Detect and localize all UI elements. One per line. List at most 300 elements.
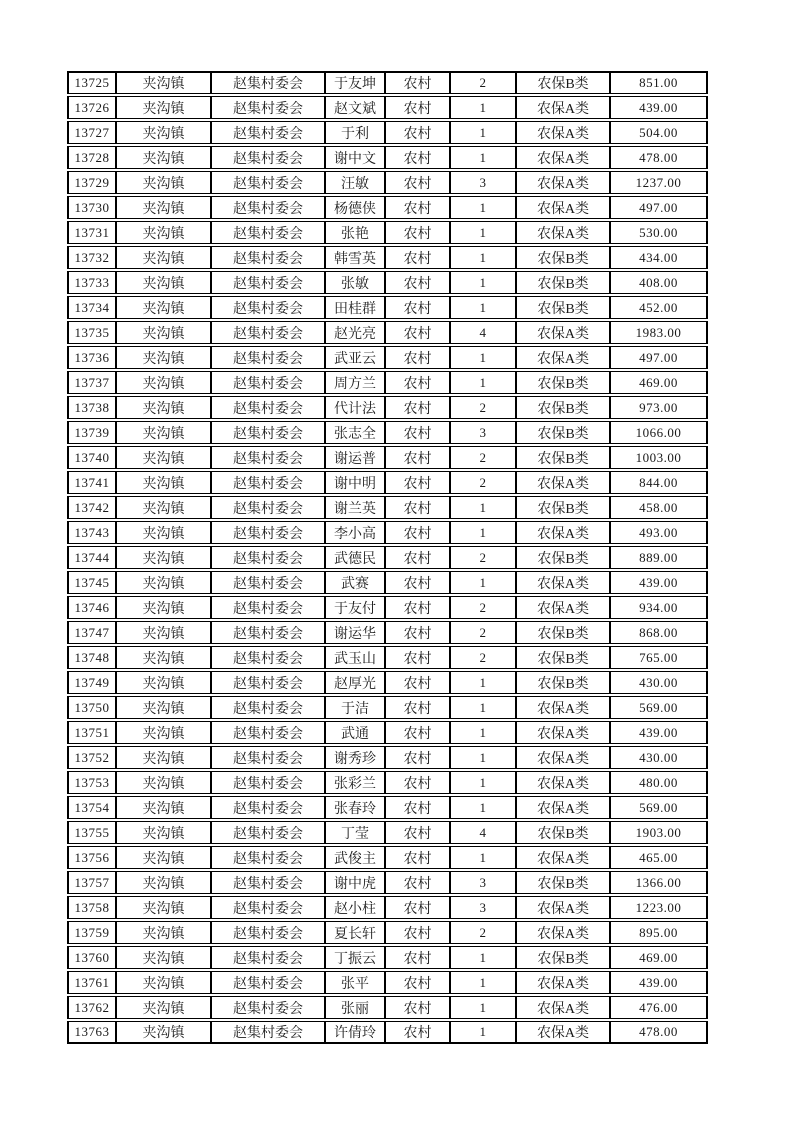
village-committee-cell: 赵集村委会 <box>211 596 325 619</box>
amount-cell: 478.00 <box>610 1021 708 1044</box>
person-count-cell: 1 <box>450 971 516 994</box>
person-name-cell: 周方兰 <box>325 371 385 394</box>
person-name-cell: 赵光亮 <box>325 321 385 344</box>
record-id-cell: 13743 <box>67 521 116 544</box>
town-cell: 夹沟镇 <box>116 546 211 569</box>
village-committee-cell: 赵集村委会 <box>211 471 325 494</box>
village-committee-cell: 赵集村委会 <box>211 521 325 544</box>
town-cell: 夹沟镇 <box>116 496 211 519</box>
insurance-type-cell: 农保A类 <box>516 846 610 869</box>
household-type-cell: 农村 <box>385 221 450 244</box>
village-committee-cell: 赵集村委会 <box>211 421 325 444</box>
household-type-cell: 农村 <box>385 321 450 344</box>
table-row <box>67 996 708 1019</box>
insurance-type-cell: 农保A类 <box>516 721 610 744</box>
insurance-type-cell: 农保A类 <box>516 96 610 119</box>
person-count-cell: 2 <box>450 596 516 619</box>
insurance-type-cell: 农保B类 <box>516 621 610 644</box>
record-id-cell: 13754 <box>67 796 116 819</box>
person-count-cell: 1 <box>450 571 516 594</box>
amount-cell: 844.00 <box>610 471 708 494</box>
village-committee-cell: 赵集村委会 <box>211 971 325 994</box>
record-id-cell: 13761 <box>67 971 116 994</box>
person-name-cell: 赵小柱 <box>325 896 385 919</box>
person-count-cell: 1 <box>450 196 516 219</box>
insurance-type-cell: 农保A类 <box>516 921 610 944</box>
person-name-cell: 田桂群 <box>325 296 385 319</box>
person-count-cell: 2 <box>450 621 516 644</box>
person-count-cell: 1 <box>450 96 516 119</box>
household-type-cell: 农村 <box>385 1021 450 1044</box>
town-cell: 夹沟镇 <box>116 246 211 269</box>
town-cell: 夹沟镇 <box>116 471 211 494</box>
person-count-cell: 1 <box>450 996 516 1019</box>
household-type-cell: 农村 <box>385 971 450 994</box>
person-name-cell: 谢中文 <box>325 146 385 169</box>
person-count-cell: 4 <box>450 821 516 844</box>
table-row <box>67 96 708 119</box>
household-type-cell: 农村 <box>385 996 450 1019</box>
table-row <box>67 871 708 894</box>
record-id-cell: 13752 <box>67 746 116 769</box>
amount-cell: 569.00 <box>610 696 708 719</box>
amount-cell: 497.00 <box>610 346 708 369</box>
village-committee-cell: 赵集村委会 <box>211 371 325 394</box>
amount-cell: 895.00 <box>610 921 708 944</box>
record-id-cell: 13748 <box>67 646 116 669</box>
town-cell: 夹沟镇 <box>116 421 211 444</box>
village-committee-cell: 赵集村委会 <box>211 896 325 919</box>
person-name-cell: 武德民 <box>325 546 385 569</box>
insurance-type-cell: 农保A类 <box>516 971 610 994</box>
town-cell: 夹沟镇 <box>116 196 211 219</box>
table-row <box>67 621 708 644</box>
insurance-type-cell: 农保A类 <box>516 121 610 144</box>
amount-cell: 1223.00 <box>610 896 708 919</box>
person-count-cell: 1 <box>450 121 516 144</box>
household-type-cell: 农村 <box>385 271 450 294</box>
town-cell: 夹沟镇 <box>116 71 211 94</box>
household-type-cell: 农村 <box>385 71 450 94</box>
insurance-type-cell: 农保B类 <box>516 296 610 319</box>
insurance-type-cell: 农保A类 <box>516 996 610 1019</box>
town-cell: 夹沟镇 <box>116 846 211 869</box>
town-cell: 夹沟镇 <box>116 996 211 1019</box>
household-type-cell: 农村 <box>385 846 450 869</box>
table-row <box>67 721 708 744</box>
person-count-cell: 1 <box>450 771 516 794</box>
village-committee-cell: 赵集村委会 <box>211 696 325 719</box>
table-row <box>67 1021 708 1044</box>
town-cell: 夹沟镇 <box>116 521 211 544</box>
table-row <box>67 971 708 994</box>
table-row <box>67 396 708 419</box>
town-cell: 夹沟镇 <box>116 621 211 644</box>
person-count-cell: 1 <box>450 521 516 544</box>
amount-cell: 480.00 <box>610 771 708 794</box>
table-row <box>67 746 708 769</box>
person-name-cell: 韩雪英 <box>325 246 385 269</box>
amount-cell: 1366.00 <box>610 871 708 894</box>
town-cell: 夹沟镇 <box>116 446 211 469</box>
insurance-type-cell: 农保A类 <box>516 471 610 494</box>
table-row <box>67 496 708 519</box>
record-id-cell: 13734 <box>67 296 116 319</box>
table-row <box>67 346 708 369</box>
village-committee-cell: 赵集村委会 <box>211 171 325 194</box>
table-row <box>67 846 708 869</box>
insurance-type-cell: 农保B类 <box>516 371 610 394</box>
insurance-type-cell: 农保A类 <box>516 796 610 819</box>
town-cell: 夹沟镇 <box>116 321 211 344</box>
town-cell: 夹沟镇 <box>116 346 211 369</box>
village-committee-cell: 赵集村委会 <box>211 821 325 844</box>
record-id-cell: 13756 <box>67 846 116 869</box>
town-cell: 夹沟镇 <box>116 821 211 844</box>
village-committee-cell: 赵集村委会 <box>211 246 325 269</box>
person-count-cell: 3 <box>450 896 516 919</box>
amount-cell: 1237.00 <box>610 171 708 194</box>
table-row <box>67 921 708 944</box>
amount-cell: 430.00 <box>610 746 708 769</box>
person-count-cell: 3 <box>450 421 516 444</box>
person-name-cell: 汪敏 <box>325 171 385 194</box>
amount-cell: 1983.00 <box>610 321 708 344</box>
village-committee-cell: 赵集村委会 <box>211 796 325 819</box>
amount-cell: 439.00 <box>610 971 708 994</box>
village-committee-cell: 赵集村委会 <box>211 621 325 644</box>
record-id-cell: 13742 <box>67 496 116 519</box>
insurance-type-cell: 农保B类 <box>516 496 610 519</box>
table-row <box>67 446 708 469</box>
person-name-cell: 许倩玲 <box>325 1021 385 1044</box>
household-type-cell: 农村 <box>385 246 450 269</box>
town-cell: 夹沟镇 <box>116 296 211 319</box>
person-count-cell: 4 <box>450 321 516 344</box>
insurance-type-cell: 农保B类 <box>516 421 610 444</box>
household-type-cell: 农村 <box>385 896 450 919</box>
town-cell: 夹沟镇 <box>116 146 211 169</box>
person-count-cell: 2 <box>450 921 516 944</box>
person-name-cell: 张敏 <box>325 271 385 294</box>
person-name-cell: 谢运华 <box>325 621 385 644</box>
amount-cell: 469.00 <box>610 946 708 969</box>
amount-cell: 1903.00 <box>610 821 708 844</box>
insurance-type-cell: 农保A类 <box>516 521 610 544</box>
record-id-cell: 13746 <box>67 596 116 619</box>
table-row <box>67 296 708 319</box>
insurance-type-cell: 农保B类 <box>516 546 610 569</box>
person-count-cell: 1 <box>450 846 516 869</box>
table-row <box>67 671 708 694</box>
record-id-cell: 13729 <box>67 171 116 194</box>
town-cell: 夹沟镇 <box>116 121 211 144</box>
insurance-type-cell: 农保B类 <box>516 396 610 419</box>
table-row <box>67 271 708 294</box>
person-count-cell: 2 <box>450 646 516 669</box>
village-committee-cell: 赵集村委会 <box>211 721 325 744</box>
person-count-cell: 1 <box>450 796 516 819</box>
person-count-cell: 2 <box>450 471 516 494</box>
town-cell: 夹沟镇 <box>116 746 211 769</box>
amount-cell: 476.00 <box>610 996 708 1019</box>
table-row <box>67 171 708 194</box>
table-row <box>67 221 708 244</box>
person-name-cell: 张春玲 <box>325 796 385 819</box>
village-committee-cell: 赵集村委会 <box>211 671 325 694</box>
household-type-cell: 农村 <box>385 196 450 219</box>
insurance-type-cell: 农保B类 <box>516 946 610 969</box>
record-id-cell: 13744 <box>67 546 116 569</box>
amount-cell: 851.00 <box>610 71 708 94</box>
insurance-type-cell: 农保A类 <box>516 771 610 794</box>
record-id-cell: 13732 <box>67 246 116 269</box>
record-id-cell: 13730 <box>67 196 116 219</box>
person-count-cell: 3 <box>450 871 516 894</box>
person-count-cell: 1 <box>450 271 516 294</box>
record-id-cell: 13751 <box>67 721 116 744</box>
amount-cell: 1066.00 <box>610 421 708 444</box>
person-name-cell: 杨德侠 <box>325 196 385 219</box>
record-id-cell: 13726 <box>67 96 116 119</box>
town-cell: 夹沟镇 <box>116 371 211 394</box>
amount-cell: 452.00 <box>610 296 708 319</box>
record-id-cell: 13738 <box>67 396 116 419</box>
village-committee-cell: 赵集村委会 <box>211 846 325 869</box>
person-name-cell: 夏长轩 <box>325 921 385 944</box>
household-type-cell: 农村 <box>385 921 450 944</box>
amount-cell: 973.00 <box>610 396 708 419</box>
person-name-cell: 武赛 <box>325 571 385 594</box>
person-name-cell: 武玉山 <box>325 646 385 669</box>
household-type-cell: 农村 <box>385 721 450 744</box>
household-type-cell: 农村 <box>385 446 450 469</box>
amount-cell: 439.00 <box>610 721 708 744</box>
village-committee-cell: 赵集村委会 <box>211 146 325 169</box>
village-committee-cell: 赵集村委会 <box>211 271 325 294</box>
town-cell: 夹沟镇 <box>116 646 211 669</box>
person-count-cell: 2 <box>450 546 516 569</box>
village-committee-cell: 赵集村委会 <box>211 646 325 669</box>
household-type-cell: 农村 <box>385 296 450 319</box>
household-type-cell: 农村 <box>385 821 450 844</box>
amount-cell: 493.00 <box>610 521 708 544</box>
town-cell: 夹沟镇 <box>116 221 211 244</box>
record-id-cell: 13735 <box>67 321 116 344</box>
household-type-cell: 农村 <box>385 546 450 569</box>
record-id-cell: 13758 <box>67 896 116 919</box>
amount-cell: 458.00 <box>610 496 708 519</box>
person-name-cell: 于洁 <box>325 696 385 719</box>
amount-cell: 530.00 <box>610 221 708 244</box>
person-name-cell: 张丽 <box>325 996 385 1019</box>
town-cell: 夹沟镇 <box>116 921 211 944</box>
insurance-type-cell: 农保B类 <box>516 871 610 894</box>
person-count-cell: 1 <box>450 346 516 369</box>
record-id-cell: 13731 <box>67 221 116 244</box>
household-type-cell: 农村 <box>385 346 450 369</box>
town-cell: 夹沟镇 <box>116 396 211 419</box>
record-id-cell: 13750 <box>67 696 116 719</box>
person-name-cell: 谢中明 <box>325 471 385 494</box>
person-count-cell: 2 <box>450 396 516 419</box>
amount-cell: 469.00 <box>610 371 708 394</box>
town-cell: 夹沟镇 <box>116 721 211 744</box>
insurance-type-cell: 农保A类 <box>516 321 610 344</box>
person-name-cell: 谢中虎 <box>325 871 385 894</box>
person-name-cell: 赵文斌 <box>325 96 385 119</box>
insurance-type-cell: 农保B类 <box>516 821 610 844</box>
table-row <box>67 196 708 219</box>
insurance-type-cell: 农保B类 <box>516 446 610 469</box>
town-cell: 夹沟镇 <box>116 796 211 819</box>
town-cell: 夹沟镇 <box>116 596 211 619</box>
person-name-cell: 张艳 <box>325 221 385 244</box>
household-type-cell: 农村 <box>385 121 450 144</box>
household-type-cell: 农村 <box>385 96 450 119</box>
table-row <box>67 946 708 969</box>
insurance-type-cell: 农保A类 <box>516 146 610 169</box>
insurance-type-cell: 农保B类 <box>516 671 610 694</box>
table-row <box>67 471 708 494</box>
amount-cell: 497.00 <box>610 196 708 219</box>
person-count-cell: 1 <box>450 946 516 969</box>
village-committee-cell: 赵集村委会 <box>211 446 325 469</box>
household-type-cell: 农村 <box>385 371 450 394</box>
table-row <box>67 821 708 844</box>
table-row <box>67 146 708 169</box>
amount-cell: 439.00 <box>610 96 708 119</box>
insurance-type-cell: 农保B类 <box>516 246 610 269</box>
village-committee-cell: 赵集村委会 <box>211 996 325 1019</box>
table-row <box>67 696 708 719</box>
village-committee-cell: 赵集村委会 <box>211 496 325 519</box>
amount-cell: 569.00 <box>610 796 708 819</box>
person-count-cell: 1 <box>450 746 516 769</box>
household-type-cell: 农村 <box>385 496 450 519</box>
insurance-type-cell: 农保A类 <box>516 1021 610 1044</box>
table-row <box>67 771 708 794</box>
town-cell: 夹沟镇 <box>116 271 211 294</box>
village-committee-cell: 赵集村委会 <box>211 746 325 769</box>
record-id-cell: 13739 <box>67 421 116 444</box>
household-type-cell: 农村 <box>385 671 450 694</box>
table-row <box>67 596 708 619</box>
insurance-type-cell: 农保A类 <box>516 896 610 919</box>
table-row <box>67 371 708 394</box>
table-row <box>67 71 708 94</box>
table-row <box>67 646 708 669</box>
person-name-cell: 武通 <box>325 721 385 744</box>
person-name-cell: 丁莹 <box>325 821 385 844</box>
village-committee-cell: 赵集村委会 <box>211 546 325 569</box>
record-id-cell: 13753 <box>67 771 116 794</box>
insurance-type-cell: 农保B类 <box>516 271 610 294</box>
village-committee-cell: 赵集村委会 <box>211 221 325 244</box>
table-row <box>67 521 708 544</box>
amount-cell: 765.00 <box>610 646 708 669</box>
household-type-cell: 农村 <box>385 796 450 819</box>
table-row <box>67 121 708 144</box>
town-cell: 夹沟镇 <box>116 946 211 969</box>
person-name-cell: 李小高 <box>325 521 385 544</box>
person-count-cell: 1 <box>450 246 516 269</box>
insurance-roster-table <box>67 69 708 1046</box>
record-id-cell: 13762 <box>67 996 116 1019</box>
household-type-cell: 农村 <box>385 521 450 544</box>
household-type-cell: 农村 <box>385 646 450 669</box>
insurance-type-cell: 农保A类 <box>516 596 610 619</box>
village-committee-cell: 赵集村委会 <box>211 96 325 119</box>
person-name-cell: 张平 <box>325 971 385 994</box>
record-id-cell: 13733 <box>67 271 116 294</box>
household-type-cell: 农村 <box>385 621 450 644</box>
record-id-cell: 13741 <box>67 471 116 494</box>
amount-cell: 504.00 <box>610 121 708 144</box>
person-count-cell: 1 <box>450 1021 516 1044</box>
household-type-cell: 农村 <box>385 746 450 769</box>
town-cell: 夹沟镇 <box>116 1021 211 1044</box>
amount-cell: 478.00 <box>610 146 708 169</box>
record-id-cell: 13745 <box>67 571 116 594</box>
record-id-cell: 13757 <box>67 871 116 894</box>
record-id-cell: 13759 <box>67 921 116 944</box>
person-count-cell: 2 <box>450 71 516 94</box>
person-name-cell: 于友付 <box>325 596 385 619</box>
household-type-cell: 农村 <box>385 871 450 894</box>
person-name-cell: 谢运普 <box>325 446 385 469</box>
record-id-cell: 13755 <box>67 821 116 844</box>
insurance-type-cell: 农保A类 <box>516 221 610 244</box>
person-name-cell: 武俊主 <box>325 846 385 869</box>
amount-cell: 430.00 <box>610 671 708 694</box>
amount-cell: 408.00 <box>610 271 708 294</box>
person-count-cell: 1 <box>450 296 516 319</box>
record-id-cell: 13760 <box>67 946 116 969</box>
person-name-cell: 张彩兰 <box>325 771 385 794</box>
record-id-cell: 13736 <box>67 346 116 369</box>
person-count-cell: 3 <box>450 171 516 194</box>
person-count-cell: 1 <box>450 146 516 169</box>
village-committee-cell: 赵集村委会 <box>211 396 325 419</box>
insurance-type-cell: 农保A类 <box>516 746 610 769</box>
household-type-cell: 农村 <box>385 421 450 444</box>
village-committee-cell: 赵集村委会 <box>211 71 325 94</box>
village-committee-cell: 赵集村委会 <box>211 346 325 369</box>
table-row <box>67 321 708 344</box>
record-id-cell: 13737 <box>67 371 116 394</box>
household-type-cell: 农村 <box>385 146 450 169</box>
village-committee-cell: 赵集村委会 <box>211 571 325 594</box>
person-count-cell: 1 <box>450 496 516 519</box>
person-count-cell: 1 <box>450 371 516 394</box>
household-type-cell: 农村 <box>385 946 450 969</box>
amount-cell: 868.00 <box>610 621 708 644</box>
town-cell: 夹沟镇 <box>116 871 211 894</box>
person-count-cell: 1 <box>450 671 516 694</box>
person-name-cell: 赵厚光 <box>325 671 385 694</box>
person-count-cell: 1 <box>450 721 516 744</box>
village-committee-cell: 赵集村委会 <box>211 946 325 969</box>
village-committee-cell: 赵集村委会 <box>211 321 325 344</box>
table-row <box>67 246 708 269</box>
record-id-cell: 13740 <box>67 446 116 469</box>
record-id-cell: 13728 <box>67 146 116 169</box>
person-name-cell: 代计法 <box>325 396 385 419</box>
person-count-cell: 1 <box>450 696 516 719</box>
village-committee-cell: 赵集村委会 <box>211 871 325 894</box>
household-type-cell: 农村 <box>385 771 450 794</box>
